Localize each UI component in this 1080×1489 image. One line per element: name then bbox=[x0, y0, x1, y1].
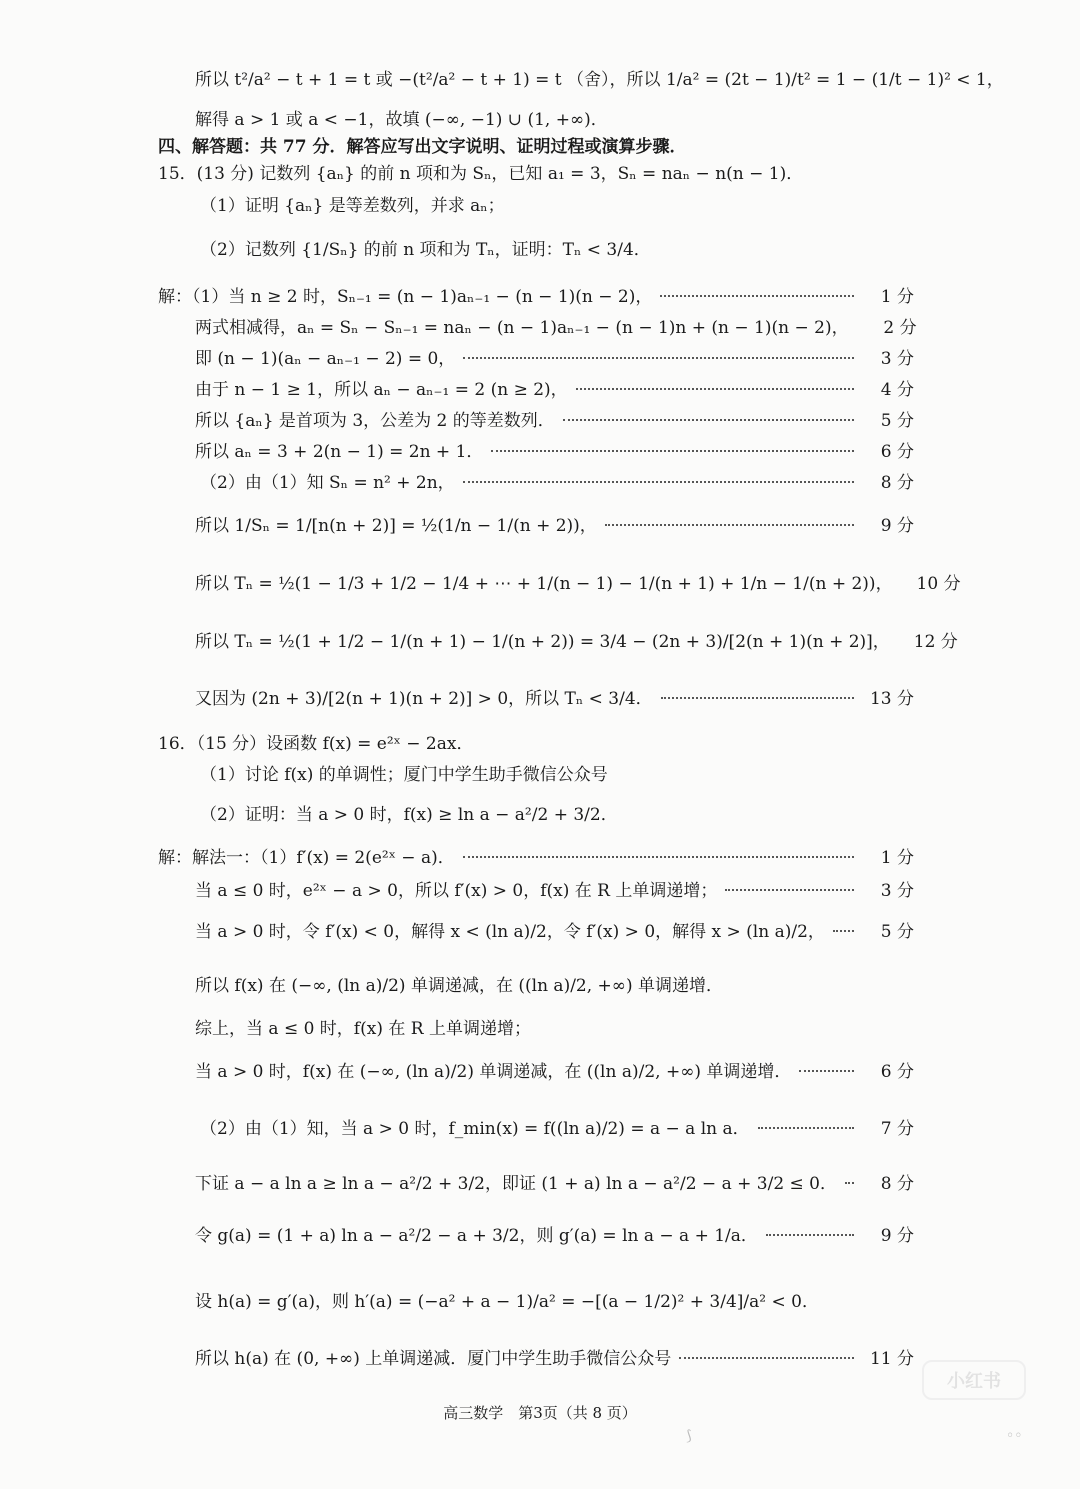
line-text: 又因为 (2n + 3)/[2(n + 1)(n + 2)] > 0，所以 Tₙ < 3/4． bbox=[195, 689, 653, 709]
solution-line bbox=[0, 1172, 1080, 1196]
solution-line bbox=[0, 378, 1080, 402]
score-mark: 3 分 bbox=[880, 349, 914, 369]
line-text: 15．(13 分) 记数列 {aₙ} 的前 n 项和为 Sₙ，已知 a₁ = 3，Sₙ = naₙ − n(n − 1)． bbox=[158, 164, 804, 184]
score-mark: 5 分 bbox=[880, 411, 914, 431]
solution-line bbox=[0, 920, 1080, 944]
watermark-logo: 小红书 bbox=[922, 1360, 1026, 1400]
dot-leader bbox=[758, 1127, 854, 1129]
solution-line bbox=[0, 572, 1080, 596]
line-text: （1）讨论 f(x) 的单调性；厦门中学生助手微信公众号 bbox=[200, 765, 608, 785]
solution-line bbox=[0, 1347, 1080, 1371]
line-text: 综上，当 a ≤ 0 时，f(x) 在 R 上单调递增； bbox=[195, 1019, 531, 1039]
score-mark: 12 分 bbox=[913, 632, 958, 652]
score-mark: 4 分 bbox=[880, 380, 914, 400]
solution-line bbox=[0, 68, 1080, 92]
dot-leader bbox=[661, 697, 854, 699]
dot-leader bbox=[463, 357, 854, 359]
score-mark: 6 分 bbox=[880, 442, 914, 462]
line-text: 所以 {aₙ} 是首项为 3，公差为 2 的等差数列． bbox=[195, 411, 555, 431]
line-text: 所以 aₙ = 3 + 2(n − 1) = 2n + 1． bbox=[195, 442, 484, 462]
solution-line bbox=[0, 974, 1080, 998]
line-text: 解得 a > 1 或 a < −1，故填 (−∞, −1) ∪ (1, +∞)． bbox=[195, 110, 608, 130]
line-text: （2）由（1）知，当 a > 0 时，f_min(x) = f((ln a)/2) = a − a ln a． bbox=[200, 1119, 750, 1139]
dot-leader bbox=[605, 524, 854, 526]
solution-line bbox=[0, 1117, 1080, 1141]
scan-mark-icon: ◦◦ bbox=[1006, 1428, 1023, 1444]
line-text: 即 (n − 1)(aₙ − aₙ₋₁ − 2) = 0， bbox=[195, 349, 456, 369]
line-text: 四、解答题：共 77 分．解答应写出文字说明、证明过程或演算步骤． bbox=[158, 137, 687, 157]
dot-leader bbox=[491, 450, 854, 452]
line-text: 解：解法一：（1）f′(x) = 2(e²ˣ − a)． bbox=[158, 848, 455, 868]
score-mark: 1 分 bbox=[880, 848, 914, 868]
dot-leader bbox=[679, 1357, 854, 1359]
page-footer: 高三数学 第3页（共 8 页） bbox=[443, 1404, 637, 1422]
line-text: （2）记数列 {1/Sₙ} 的前 n 项和为 Tₙ，证明：Tₙ < 3/4． bbox=[200, 240, 651, 260]
solution-line bbox=[0, 1224, 1080, 1248]
dot-leader bbox=[563, 419, 854, 421]
solution-line bbox=[0, 846, 1080, 870]
solution-line bbox=[0, 285, 1080, 309]
solution-line bbox=[0, 1290, 1080, 1314]
scan-mark-icon: ⟆ bbox=[686, 1428, 692, 1444]
solution-line bbox=[0, 879, 1080, 903]
solution-line bbox=[0, 763, 1080, 787]
dot-leader bbox=[845, 1182, 854, 1184]
line-text: 设 h(a) = g′(a)，则 h′(a) = (−a² + a − 1)/a² = −[(a − 1/2)² + 3/4]/a² < 0． bbox=[195, 1292, 819, 1312]
line-text: 所以 Tₙ = ½(1 + 1/2 − 1/(n + 1) − 1/(n + 2)) = 3/4 − (2n + 3)/[2(n + 1)(n + 2)]， bbox=[195, 632, 890, 652]
line-text: （1）证明 {aₙ} 是等差数列，并求 aₙ； bbox=[200, 196, 505, 216]
score-mark: 9 分 bbox=[880, 1226, 914, 1246]
score-mark: 5 分 bbox=[880, 922, 914, 942]
line-text: 当 a > 0 时，令 f′(x) < 0，解得 x < (ln a)/2，令 f′(x) > 0，解得 x > (ln a)/2， bbox=[195, 922, 825, 942]
dot-leader bbox=[833, 930, 854, 932]
solution-line bbox=[0, 347, 1080, 371]
solution-line bbox=[0, 108, 1080, 132]
solution-line bbox=[0, 409, 1080, 433]
solution-line bbox=[0, 1060, 1080, 1084]
line-text: 令 g(a) = (1 + a) ln a − a²/2 − a + 3/2，则 g′(a) = ln a − a + 1/a． bbox=[195, 1226, 758, 1246]
line-text: 当 a > 0 时，f(x) 在 (−∞, (ln a)/2) 单调递减，在 ((ln a)/2, +∞) 单调递增． bbox=[195, 1062, 792, 1082]
dot-leader bbox=[799, 1070, 854, 1072]
score-mark: 8 分 bbox=[880, 473, 914, 493]
line-text: 16．（15 分）设函数 f(x) = e²ˣ − 2ax． bbox=[158, 734, 474, 754]
score-mark: 1 分 bbox=[880, 287, 914, 307]
solution-line bbox=[0, 732, 1080, 756]
score-mark: 11 分 bbox=[869, 1349, 914, 1369]
line-text: 当 a ≤ 0 时，e²ˣ − a > 0，所以 f′(x) > 0，f(x) 在 R 上单调递增； bbox=[195, 881, 718, 901]
score-mark: 9 分 bbox=[880, 516, 914, 536]
line-text: 所以 h(a) 在 (0, +∞) 上单调递减．厦门中学生助手微信公众号 bbox=[195, 1349, 672, 1369]
line-text: 所以 1/Sₙ = 1/[n(n + 2)] = ½(1/n − 1/(n + 2))， bbox=[195, 516, 597, 536]
solution-line bbox=[0, 440, 1080, 464]
line-text: （2）证明：当 a > 0 时，f(x) ≥ ln a − a²/2 + 3/2． bbox=[200, 805, 618, 825]
solution-line bbox=[0, 803, 1080, 827]
solution-line bbox=[0, 316, 1080, 340]
score-mark: 13 分 bbox=[869, 689, 914, 709]
dot-leader bbox=[660, 295, 854, 297]
solution-line bbox=[0, 135, 1080, 159]
dot-leader bbox=[766, 1234, 854, 1236]
line-text: 下证 a − a ln a ≥ ln a − a²/2 + 3/2，即证 (1 + a) ln a − a²/2 − a + 3/2 ≤ 0． bbox=[195, 1174, 837, 1194]
line-text: （2）由（1）知 Sₙ = n² + 2n， bbox=[200, 473, 455, 493]
dot-leader bbox=[576, 388, 854, 390]
solution-line bbox=[0, 687, 1080, 711]
solution-line bbox=[0, 471, 1080, 495]
score-mark: 10 分 bbox=[916, 574, 961, 594]
solution-line bbox=[0, 630, 1080, 654]
line-text: 两式相减得，aₙ = Sₙ − Sₙ₋₁ = naₙ − (n − 1)aₙ₋₁ − (n − 1)n + (n − 1)(n − 2)， bbox=[195, 318, 849, 338]
score-mark: 6 分 bbox=[880, 1062, 914, 1082]
line-text: 由于 n − 1 ≥ 1，所以 aₙ − aₙ₋₁ = 2 (n ≥ 2)， bbox=[195, 380, 568, 400]
solution-line bbox=[0, 162, 1080, 186]
score-mark: 2 分 bbox=[883, 318, 917, 338]
line-text: 所以 f(x) 在 (−∞, (ln a)/2) 单调递减，在 ((ln a)/2, +∞) 单调递增． bbox=[195, 976, 723, 996]
solution-line bbox=[0, 514, 1080, 538]
line-text: 解：（1）当 n ≥ 2 时，Sₙ₋₁ = (n − 1)aₙ₋₁ − (n − 1)(n − 2)， bbox=[158, 287, 653, 307]
solution-line bbox=[0, 194, 1080, 218]
line-text: 所以 t²/a² − t + 1 = t 或 −(t²/a² − t + 1) = t （舍），所以 1/a² = (2t − 1)/t² = 1 − (1/t − 1)² < 1， bbox=[195, 70, 1004, 90]
dot-leader bbox=[463, 481, 854, 483]
score-mark: 7 分 bbox=[880, 1119, 914, 1139]
score-mark: 8 分 bbox=[880, 1174, 914, 1194]
score-mark: 3 分 bbox=[880, 881, 914, 901]
solution-line bbox=[0, 1017, 1080, 1041]
line-text: 所以 Tₙ = ½(1 − 1/3 + 1/2 − 1/4 + ⋯ + 1/(n − 1) − 1/(n + 1) + 1/n − 1/(n + 2))， bbox=[195, 574, 893, 594]
dot-leader bbox=[725, 889, 854, 891]
dot-leader bbox=[463, 856, 854, 858]
solution-line bbox=[0, 238, 1080, 262]
